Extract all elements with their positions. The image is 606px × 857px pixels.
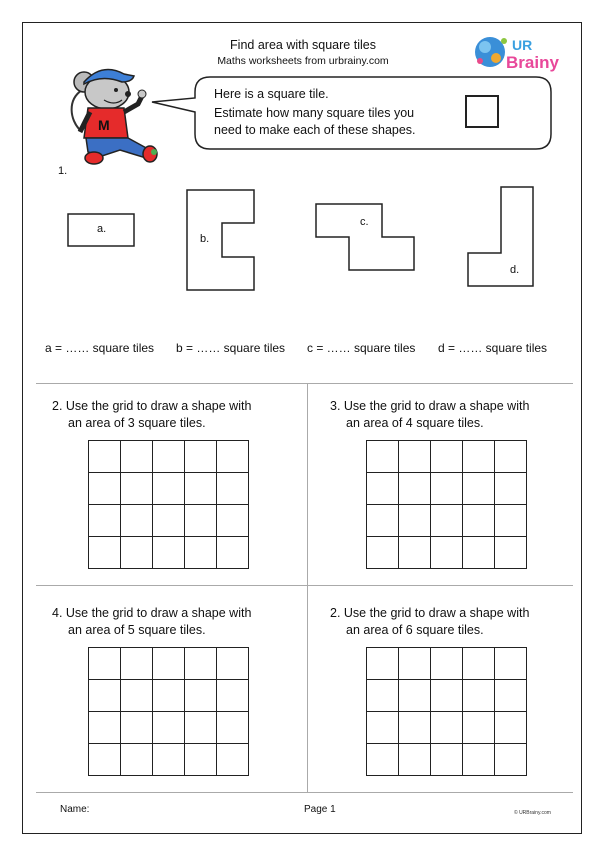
grid-cell[interactable]	[431, 648, 463, 680]
grid-cell[interactable]	[185, 505, 217, 537]
grid-cell[interactable]	[121, 712, 153, 744]
grid-cell[interactable]	[431, 712, 463, 744]
panel-5-line2: an area of 6 square tiles.	[346, 623, 484, 637]
grid-row	[89, 441, 249, 473]
answer-b: b = …… square tiles	[176, 341, 286, 355]
grid-cell[interactable]	[367, 744, 399, 776]
panel-2-grid[interactable]	[88, 440, 249, 569]
answer-c: c = …… square tiles	[307, 341, 416, 355]
grid-row	[367, 648, 527, 680]
grid-cell[interactable]	[153, 537, 185, 569]
page-number: Page 1	[304, 804, 336, 815]
grid-cell[interactable]	[121, 648, 153, 680]
grid-cell[interactable]	[399, 648, 431, 680]
shape-d-label: d.	[510, 264, 520, 276]
grid-cell[interactable]	[399, 712, 431, 744]
grid-cell[interactable]	[463, 648, 495, 680]
sample-square-tile	[465, 95, 499, 128]
grid-cell[interactable]	[153, 648, 185, 680]
grid-cell[interactable]	[153, 712, 185, 744]
grid-cell[interactable]	[463, 712, 495, 744]
panel-2-line2: an area of 3 square tiles.	[68, 416, 206, 430]
grid-cell[interactable]	[153, 744, 185, 776]
grid-cell[interactable]	[217, 712, 249, 744]
grid-cell[interactable]	[463, 537, 495, 569]
grid-cell[interactable]	[367, 648, 399, 680]
panel-4-line2: an area of 5 square tiles.	[68, 623, 206, 637]
grid-cell[interactable]	[399, 441, 431, 473]
grid-cell[interactable]	[217, 473, 249, 505]
panel-4-line1: 4. Use the grid to draw a shape with	[52, 606, 252, 620]
grid-row	[367, 473, 527, 505]
grid-row	[367, 680, 527, 712]
grid-cell[interactable]	[185, 680, 217, 712]
copyright-text: © URBrainy.com	[514, 810, 551, 816]
grid-cell[interactable]	[463, 505, 495, 537]
grid-cell[interactable]	[185, 648, 217, 680]
panel-3-line2: an area of 4 square tiles.	[346, 416, 484, 430]
grid-cell[interactable]	[367, 712, 399, 744]
grid-cell[interactable]	[89, 441, 121, 473]
grid-cell[interactable]	[217, 441, 249, 473]
grid-cell[interactable]	[399, 680, 431, 712]
grid-cell[interactable]	[495, 473, 527, 505]
divider-middle	[36, 585, 573, 586]
grid-cell[interactable]	[399, 473, 431, 505]
panel-3-grid[interactable]	[366, 440, 527, 569]
grid-cell[interactable]	[463, 441, 495, 473]
grid-cell[interactable]	[89, 537, 121, 569]
grid-cell[interactable]	[217, 648, 249, 680]
grid-cell[interactable]	[463, 473, 495, 505]
grid-row	[89, 648, 249, 680]
panel-5-line1: 2. Use the grid to draw a shape with	[330, 606, 530, 620]
divider-vertical	[307, 383, 308, 792]
question-1-number: 1.	[58, 165, 68, 177]
grid-cell[interactable]	[185, 712, 217, 744]
grid-row	[89, 712, 249, 744]
grid-row	[89, 505, 249, 537]
grid-cell[interactable]	[399, 537, 431, 569]
grid-cell[interactable]	[367, 537, 399, 569]
grid-cell[interactable]	[89, 680, 121, 712]
grid-cell[interactable]	[431, 441, 463, 473]
grid-cell[interactable]	[185, 537, 217, 569]
grid-cell[interactable]	[185, 744, 217, 776]
bubble-text-line3: need to make each of these shapes.	[214, 123, 416, 137]
grid-cell[interactable]	[121, 744, 153, 776]
grid-cell[interactable]	[495, 680, 527, 712]
mouse-mascot	[62, 60, 162, 170]
grid-cell[interactable]	[431, 744, 463, 776]
grid-cell[interactable]	[431, 505, 463, 537]
grid-cell[interactable]	[495, 712, 527, 744]
divider-bottom	[36, 792, 573, 793]
grid-cell[interactable]	[185, 441, 217, 473]
grid-row	[367, 537, 527, 569]
panel-3-instructions	[330, 398, 529, 432]
grid-row	[367, 712, 527, 744]
grid-cell[interactable]	[89, 744, 121, 776]
shape-b-label: b.	[200, 233, 210, 245]
urbrainy-logo	[470, 31, 566, 73]
svg-text:M: M	[98, 117, 110, 133]
panel-2-instructions	[52, 398, 251, 432]
answer-a: a = …… square tiles	[45, 341, 155, 355]
answer-d: d = …… square tiles	[438, 341, 548, 355]
grid-cell[interactable]	[89, 505, 121, 537]
divider-top	[36, 383, 573, 384]
grid-cell[interactable]	[121, 537, 153, 569]
grid-cell[interactable]	[463, 744, 495, 776]
panel-3-line1: 3. Use the grid to draw a shape with	[330, 399, 530, 413]
bubble-text-line2: Estimate how many square tiles you	[214, 106, 415, 120]
grid-cell[interactable]	[495, 537, 527, 569]
grid-cell[interactable]	[153, 505, 185, 537]
grid-cell[interactable]	[399, 744, 431, 776]
grid-row	[89, 473, 249, 505]
grid-cell[interactable]	[399, 505, 431, 537]
panel-4-instructions	[52, 605, 251, 639]
grid-row	[367, 505, 527, 537]
grid-cell[interactable]	[495, 441, 527, 473]
grid-row	[89, 537, 249, 569]
grid-cell[interactable]	[431, 537, 463, 569]
grid-cell[interactable]	[367, 505, 399, 537]
svg-text:Brainy: Brainy	[506, 53, 559, 72]
grid-row	[89, 744, 249, 776]
grid-row	[367, 744, 527, 776]
grid-cell[interactable]	[185, 473, 217, 505]
grid-cell[interactable]	[89, 648, 121, 680]
grid-cell[interactable]	[121, 473, 153, 505]
grid-cell[interactable]	[431, 680, 463, 712]
name-label: Name:	[60, 804, 90, 815]
grid-cell[interactable]	[217, 505, 249, 537]
panel-4-grid[interactable]	[88, 647, 249, 776]
panel-5-instructions	[330, 605, 529, 639]
grid-cell[interactable]	[153, 680, 185, 712]
grid-cell[interactable]	[89, 712, 121, 744]
grid-cell[interactable]	[495, 744, 527, 776]
shape-b	[187, 190, 254, 290]
grid-cell[interactable]	[217, 537, 249, 569]
grid-cell[interactable]	[367, 441, 399, 473]
grid-cell[interactable]	[153, 473, 185, 505]
svg-text:UR: UR	[512, 37, 533, 53]
bubble-text-line1: Here is a square tile.	[214, 87, 329, 101]
shape-c-label: c.	[360, 216, 369, 228]
grid-cell[interactable]	[89, 473, 121, 505]
question-1-shapes	[0, 180, 606, 295]
shape-a-label: a.	[97, 223, 107, 235]
grid-cell[interactable]	[121, 441, 153, 473]
grid-cell[interactable]	[153, 441, 185, 473]
grid-cell[interactable]	[463, 680, 495, 712]
page-subtitle: Maths worksheets from urbrainy.com	[217, 55, 389, 67]
grid-row	[367, 441, 527, 473]
shape-c	[316, 204, 414, 270]
grid-cell[interactable]	[495, 648, 527, 680]
grid-cell[interactable]	[217, 680, 249, 712]
grid-cell[interactable]	[367, 680, 399, 712]
shape-d	[468, 187, 533, 286]
page-title: Find area with square tiles	[230, 38, 376, 52]
grid-row	[89, 680, 249, 712]
grid-cell[interactable]	[367, 473, 399, 505]
grid-cell[interactable]	[431, 473, 463, 505]
panel-5-grid[interactable]	[366, 647, 527, 776]
grid-cell[interactable]	[121, 680, 153, 712]
panel-2-line1: 2. Use the grid to draw a shape with	[52, 399, 252, 413]
grid-cell[interactable]	[495, 505, 527, 537]
grid-cell[interactable]	[121, 505, 153, 537]
grid-cell[interactable]	[217, 744, 249, 776]
